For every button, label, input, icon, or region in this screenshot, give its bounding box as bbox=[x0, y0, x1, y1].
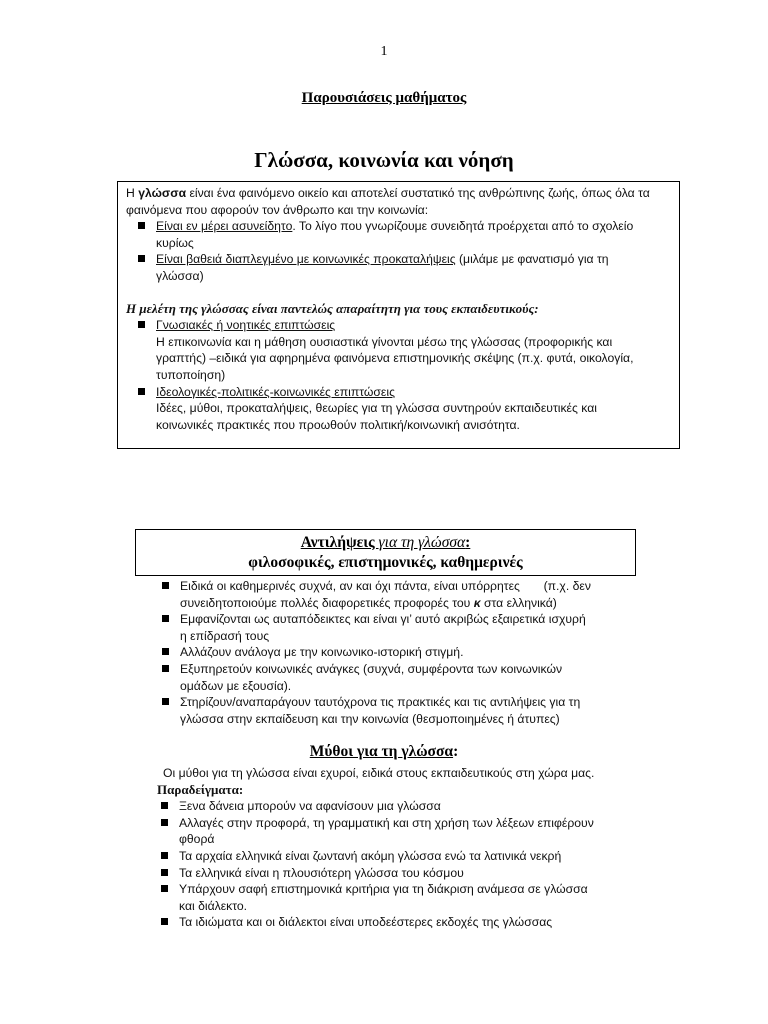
views-heading-box bbox=[135, 529, 636, 576]
square-bullet-icon bbox=[138, 255, 145, 262]
square-bullet-icon bbox=[161, 885, 168, 892]
square-bullet-icon bbox=[161, 852, 168, 859]
intro-line-2: φαινόμενα που αφορούν τον άνθρωπο και την κοινωνία: bbox=[126, 202, 429, 217]
list-item: Ξενα δάνεια μπορούν να αφανίσουν μια γλώσσα bbox=[157, 798, 637, 815]
square-bullet-icon bbox=[162, 698, 169, 705]
views-heading-line-1: Αντιλήψεις για τη γλώσσα: bbox=[300, 534, 471, 551]
examples-label: Παραδείγματα: bbox=[157, 781, 244, 797]
intro-bold-term: γλώσσα bbox=[138, 186, 187, 200]
square-bullet-icon bbox=[162, 648, 169, 655]
myths-section bbox=[157, 765, 637, 931]
square-bullet-icon bbox=[138, 222, 145, 229]
square-bullet-icon bbox=[162, 582, 169, 589]
square-bullet-icon bbox=[162, 665, 169, 672]
bullet-item: Ιδεολογικές-πολιτικές-κοινωνικές επιπτώσεις Ιδέες, μύθοι, προκαταλήψεις, θεωρίες για τη γλώσσα συντηρούν εκπαιδευτικές και κοινωνικές πρακτικές που προωθούν πολιτική/κοινωνική ανισότητα. bbox=[126, 384, 679, 434]
list-item: Εξυπηρετούν κοινωνικές ανάγκες (συχνά, συμφέροντα των κοινωνικών ομάδων με εξουσία). bbox=[140, 661, 640, 694]
page-title: Γλώσσα, κοινωνία και νόηση bbox=[254, 148, 514, 172]
list-item: Ειδικά οι καθημερινές συχνά, αν και όχι πάντα, είναι υπόρρητες (π.χ. δεν συνειδητοποιούμε πολλές διαφορετικές προφορές του κ στα ελληνικά) bbox=[140, 578, 640, 611]
intro-line-1: Η γλώσσα είναι ένα φαινόμενο οικείο και αποτελεί συστατικό της ανθρώπινης ζωής, όπως όλα τα bbox=[126, 186, 650, 200]
list-item: Τα αρχαία ελληνικά είναι ζωντανή ακόμη γλώσσα ενώ τα λατινικά νεκρή bbox=[157, 848, 637, 865]
square-bullet-icon bbox=[162, 615, 169, 622]
square-bullet-icon bbox=[161, 869, 168, 876]
course-subtitle: Παρουσιάσεις μαθήματος bbox=[301, 90, 467, 106]
square-bullet-icon bbox=[161, 819, 168, 826]
language-intro-box bbox=[117, 181, 680, 449]
myths-intro: Οι μύθοι για τη γλώσσα είναι εχυροί, ειδικά στους εκπαιδευτικούς στη χώρα μας. bbox=[163, 766, 595, 780]
square-bullet-icon bbox=[138, 321, 145, 328]
views-list bbox=[140, 578, 640, 727]
bullet-item: Γνωσιακές ή νοητικές επιπτώσεις Η επικοινωνία και η μάθηση ουσιαστικά γίνονται μέσω της γλώσσας (προφορικής και γραπτής) –ειδικά για αφηρημένα φαινόμενα επιστημονικής σκέψης (π.χ. φυτά, οικολογία, τυποποίηση) bbox=[126, 317, 679, 383]
bullet-item: Είναι εν μέρει ασυνείδητο. Το λίγο που γνωρίζουμε συνειδητά προέρχεται από το σχολείο κυρίως bbox=[126, 218, 679, 251]
square-bullet-icon bbox=[161, 918, 168, 925]
list-item: Αλλάζουν ανάλογα με την κοινωνικο-ιστορική στιγμή. bbox=[140, 644, 640, 661]
list-item: Εμφανίζονται ως αυταπόδεικτες και είναι γι’ αυτό ακριβώς εξαιρετικά ισχυρή η επίδρασή τους bbox=[140, 611, 640, 644]
page-number: 1 bbox=[380, 44, 388, 59]
list-item: Τα ιδιώματα και οι διάλεκτοι είναι υποδεέστερες εκδοχές της γλώσσας bbox=[157, 914, 637, 931]
list-item: Αλλαγές στην προφορά, τη γραμματική και στη χρήση των λέξεων επιφέρουν φθορά bbox=[157, 815, 637, 848]
square-bullet-icon bbox=[161, 802, 168, 809]
bullet-item: Είναι βαθειά διαπλεγμένο με κοινωνικές προκαταλήψεις (μιλάμε με φανατισμό για τη γλώσσα) bbox=[126, 251, 679, 284]
study-heading: Η μελέτη της γλώσσας είναι παντελώς απαραίτητη για τους εκπαιδευτικούς: bbox=[126, 300, 539, 316]
list-item: Τα ελληνικά είναι η πλουσιότερη γλώσσα του κόσμου bbox=[157, 865, 637, 882]
views-heading-line-2: φιλοσοφικές, επιστημονικές, καθημερινές bbox=[248, 554, 523, 571]
list-item: Στηρίζουν/αναπαράγουν ταυτόχρονα τις πρακτικές και τις αντιλήψεις για τη γλώσσα στην εκπαίδευση και την κοινωνία (θεσμοποιημένες ή άτυπες) bbox=[140, 694, 640, 727]
list-item: Υπάρχουν σαφή επιστημονικά κριτήρια για τη διάκριση ανάμεσα σε γλώσσα και διάλεκτο. bbox=[157, 881, 637, 914]
myths-heading: Μύθοι για τη γλώσσα: bbox=[309, 743, 459, 760]
square-bullet-icon bbox=[138, 388, 145, 395]
